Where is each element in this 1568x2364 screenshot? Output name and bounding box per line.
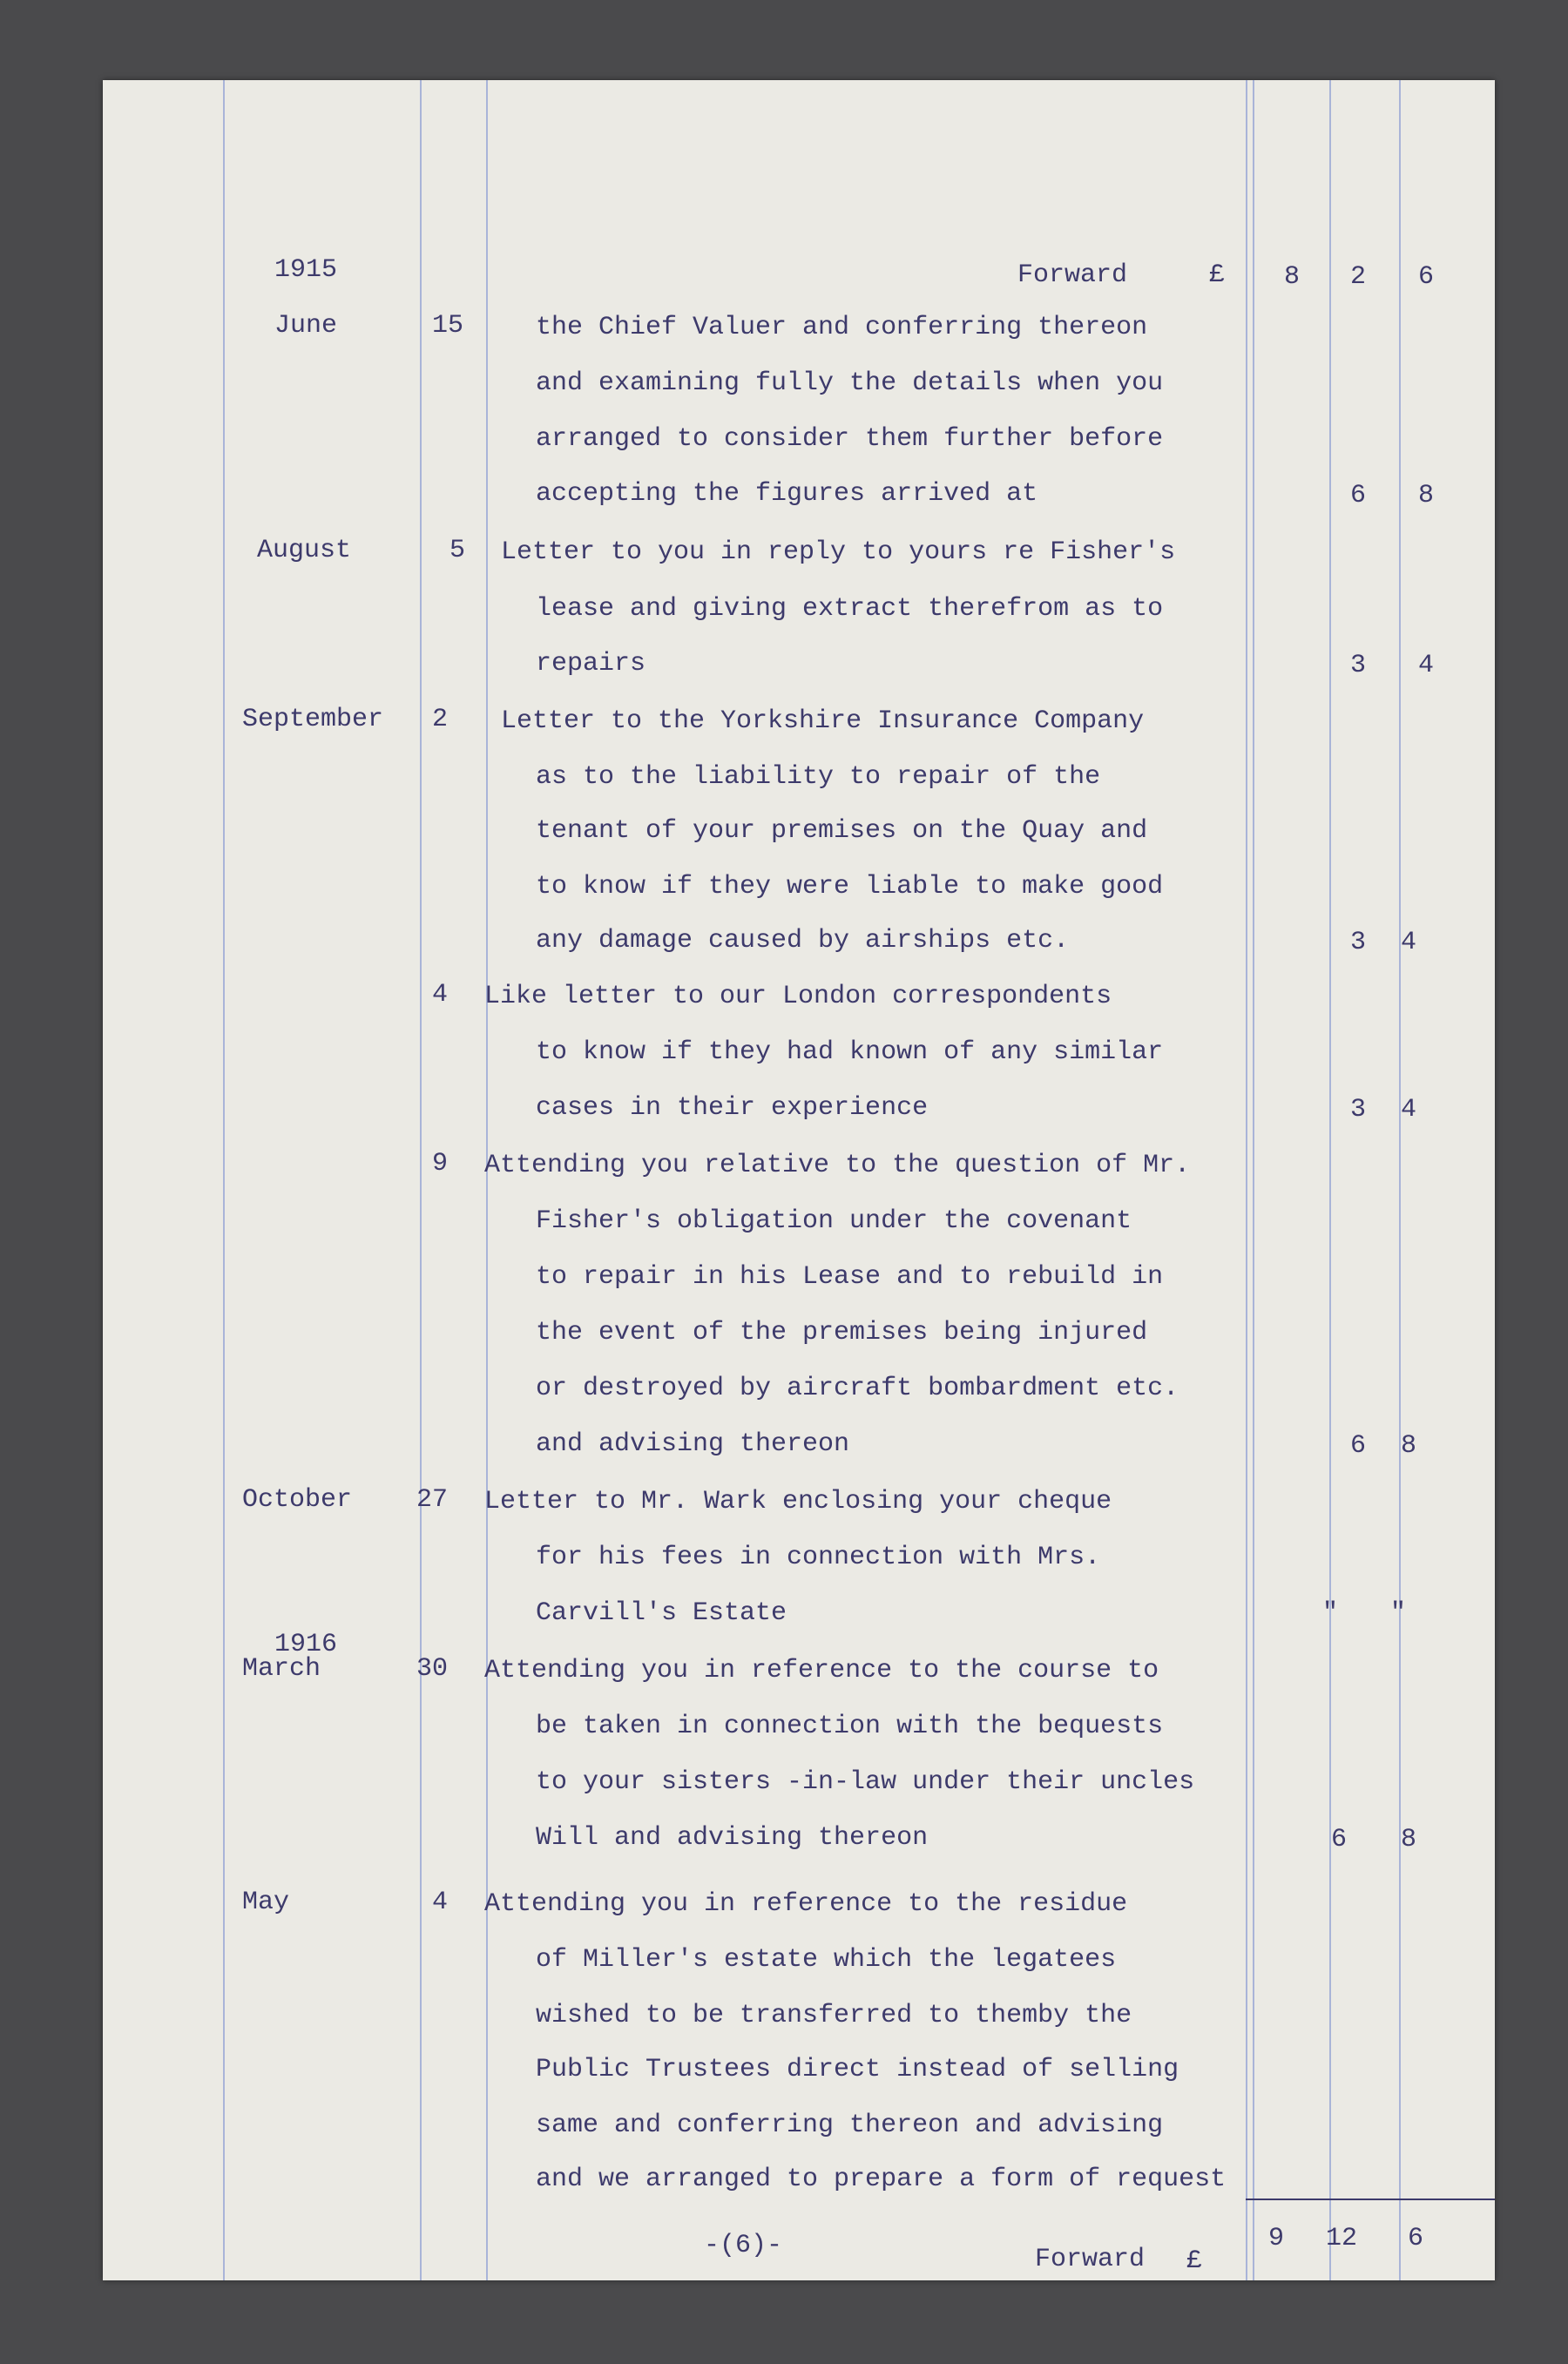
entry-pence: 4	[1401, 1095, 1417, 1125]
entry-line: the Chief Valuer and conferring thereon	[536, 313, 1148, 342]
ruling-line	[1399, 80, 1401, 2280]
entry-line: for his fees in connection with Mrs.	[536, 1543, 1101, 1572]
entry-line: or destroyed by aircraft bombardment etc.	[536, 1374, 1179, 1403]
entry-line: to know if they were liable to make good	[536, 872, 1164, 902]
entry-shillings: 3	[1350, 928, 1367, 957]
entry-line: Attending you in reference to the residue	[484, 1889, 1128, 1919]
entry-line: Letter to you in reply to yours re Fisher's	[501, 537, 1176, 567]
entry-shillings: 6	[1331, 1825, 1348, 1854]
total-underline	[1246, 2199, 1495, 2200]
entry-day: 2	[432, 705, 449, 734]
entry-line: and we arranged to prepare a form of request	[536, 2165, 1227, 2194]
footer-pence: 6	[1408, 2224, 1424, 2253]
entry-day: 9	[432, 1149, 449, 1179]
entry-line: arranged to consider them further before	[536, 424, 1164, 454]
year-1916: 1916	[274, 1630, 338, 1659]
entry-line: same and conferring thereon and advising	[536, 2111, 1164, 2140]
ruling-line	[1253, 80, 1254, 2280]
entry-line: and advising thereon	[536, 1429, 850, 1459]
entry-shillings: "	[1322, 1598, 1339, 1628]
forward-pounds: 8	[1284, 262, 1301, 292]
footer-shillings: 12	[1326, 2224, 1358, 2253]
forward-label: Forward	[1017, 260, 1128, 290]
entry-line: Letter to Mr. Wark enclosing your cheque	[484, 1487, 1112, 1516]
entry-line: to repair in his Lease and to rebuild in	[536, 1262, 1164, 1292]
entry-line: tenant of your premises on the Quay and	[536, 816, 1148, 846]
entry-line: to know if they had known of any similar	[536, 1037, 1164, 1067]
entry-line: cases in their experience	[536, 1093, 929, 1123]
entry-month: June	[274, 311, 338, 341]
entry-day: 4	[432, 1888, 449, 1917]
entry-month: March	[242, 1654, 321, 1684]
entry-line: Letter to the Yorkshire Insurance Company	[501, 706, 1145, 736]
entry-shillings: 3	[1350, 1095, 1367, 1125]
entry-month: May	[242, 1888, 290, 1917]
pound-sign: £	[1209, 260, 1226, 290]
page-number: -(6)-	[704, 2231, 783, 2260]
entry-line: lease and giving extract therefrom as to	[536, 594, 1164, 624]
entry-shillings: 3	[1350, 651, 1367, 680]
footer-pound-sign: £	[1186, 2246, 1203, 2276]
entry-line: Will and advising thereon	[536, 1823, 929, 1853]
ruling-line	[223, 80, 225, 2280]
entry-day: 15	[432, 311, 464, 341]
footer-pounds: 9	[1268, 2224, 1285, 2253]
entry-month: September	[242, 705, 384, 734]
footer-forward-label: Forward	[1035, 2245, 1146, 2274]
entry-pence: 8	[1401, 1825, 1417, 1854]
entry-pence: 4	[1401, 928, 1417, 957]
entry-month: August	[257, 536, 352, 565]
entry-line: be taken in connection with the bequests	[536, 1712, 1164, 1741]
entry-day: 5	[449, 536, 466, 565]
year-1915: 1915	[274, 255, 338, 285]
ruling-line	[1246, 80, 1247, 2280]
entry-pence: 4	[1418, 651, 1435, 680]
ruling-line	[420, 80, 422, 2280]
entry-line: Attending you relative to the question of Mr.	[484, 1151, 1191, 1180]
entry-pence: "	[1390, 1598, 1407, 1628]
entry-line: Attending you in reference to the course to	[484, 1656, 1159, 1685]
entry-day: 30	[416, 1654, 449, 1684]
entry-line: repairs	[536, 649, 646, 679]
entry-line: Public Trustees direct instead of selling	[536, 2055, 1179, 2084]
ledger-page	[103, 80, 1495, 2280]
entry-line: wished to be transferred to themby the	[536, 2001, 1132, 2030]
entry-month: October	[242, 1485, 353, 1515]
entry-pence: 8	[1418, 481, 1435, 510]
entry-day: 27	[416, 1485, 449, 1515]
entry-shillings: 6	[1350, 1431, 1367, 1461]
entry-line: Carvill's Estate	[536, 1598, 787, 1628]
entry-line: to your sisters -in-law under their uncles	[536, 1767, 1195, 1797]
entry-line: Fisher's obligation under the covenant	[536, 1206, 1132, 1236]
entry-line: and examining fully the details when you	[536, 368, 1164, 398]
entry-line: as to the liability to repair of the	[536, 762, 1101, 792]
entry-line: accepting the figures arrived at	[536, 479, 1038, 509]
entry-pence: 8	[1401, 1431, 1417, 1461]
entry-line: Like letter to our London correspondents	[484, 982, 1112, 1011]
entry-day: 4	[432, 980, 449, 1010]
entry-shillings: 6	[1350, 481, 1367, 510]
entry-line: of Miller's estate which the legatees	[536, 1945, 1117, 1975]
ruling-line	[1329, 80, 1331, 2280]
forward-pence: 6	[1418, 262, 1435, 292]
entry-line: any damage caused by airships etc.	[536, 926, 1070, 956]
forward-shillings: 2	[1350, 262, 1367, 292]
entry-line: the event of the premises being injured	[536, 1318, 1148, 1347]
